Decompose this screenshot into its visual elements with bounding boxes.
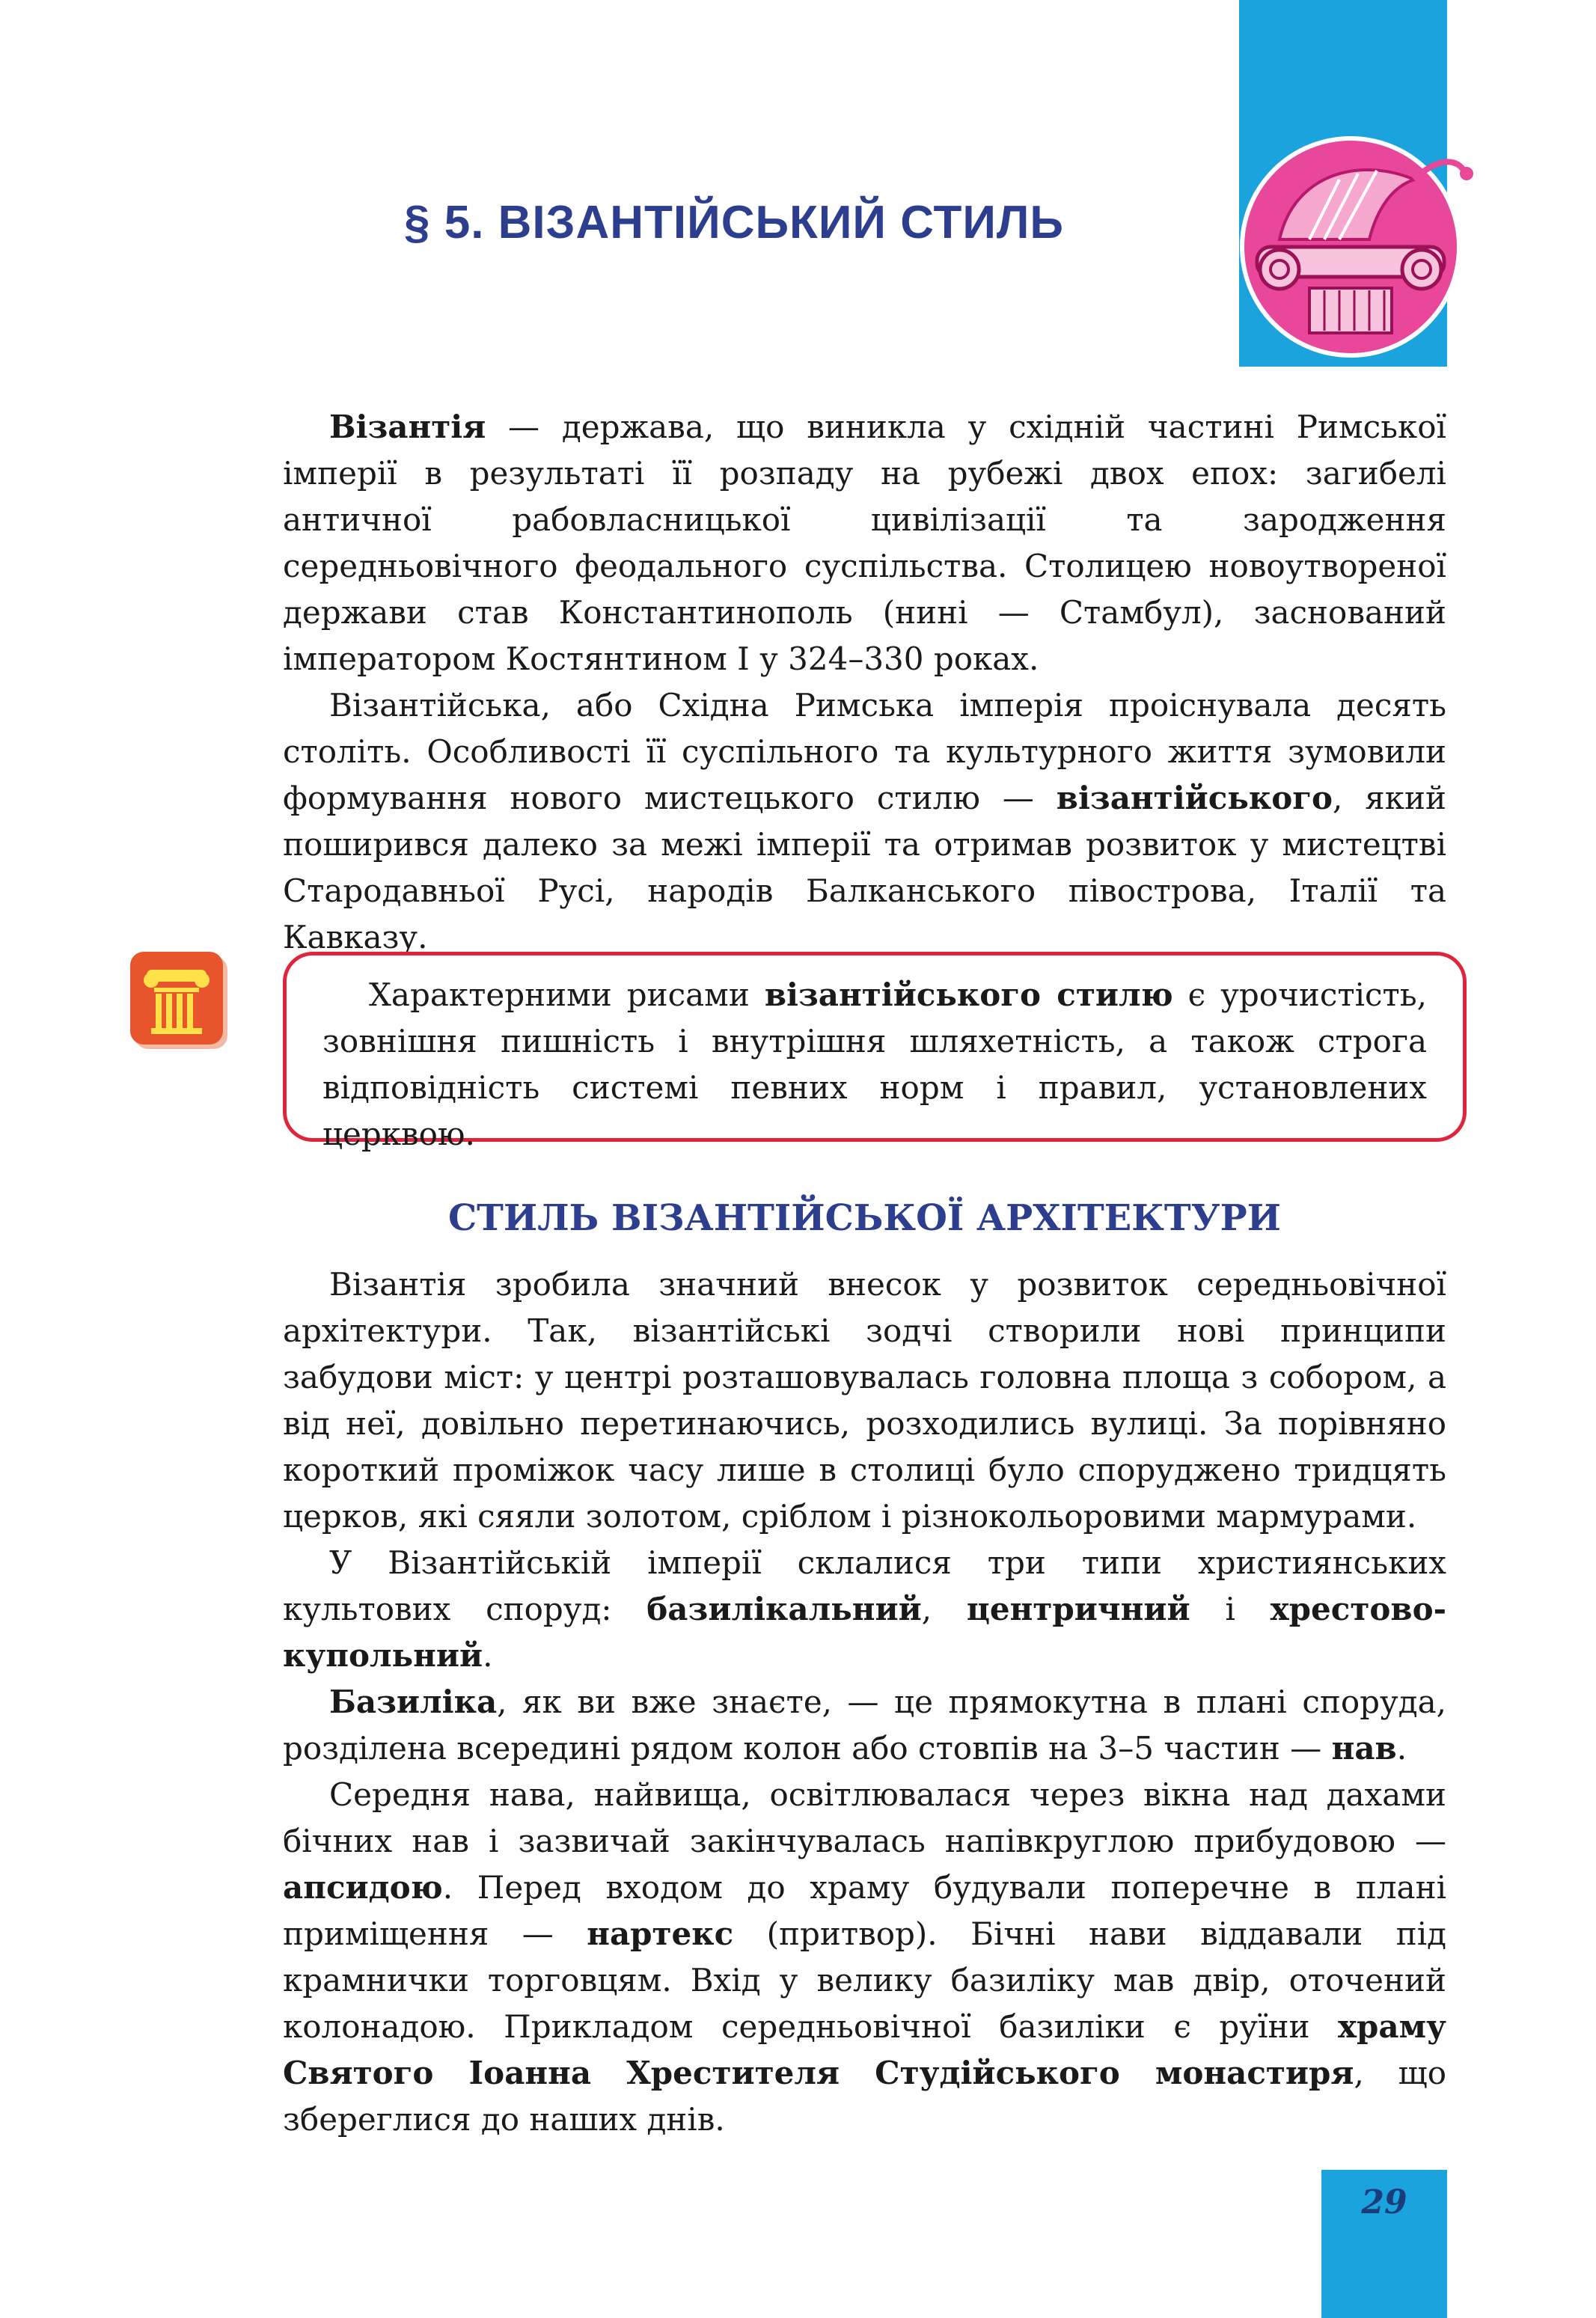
paragraph: Візантія зробила значний внесок у розвиток середньовічної архітектури. Так, візантійські зодчі створили нові принципи забудови міст: у центрі розташовувалась головна площа з собором, а від неї, довільно перетинаючись, розходились вулиці. За порівняно короткий проміжок часу лише в столиці було споруджено тридцять церков, які сяяли золотом, сріблом і різнокольоровими мармурами. (283, 1266, 1446, 1535)
definition-callout (283, 952, 1467, 1152)
page-title: § 5. ВІЗАНТІЙСЬКИЙ СТИЛЬ (404, 197, 1064, 248)
callout-text: Характерними рисами візантійського стилю є урочистість, зовнішня пишність і внутрішня шляхетність, а також строга відповідність системі певних норм і правил, установлених церквою. (322, 976, 1427, 1152)
paragraph: Візантійська, або Східна Римська імперія проіснувала десять століть. Особливості її суспільного та культурного життя зумовили формування нового мистецького стилю — візантійського, який поширився далеко за межі імперії та отримав розвиток у мистецтві Стародавньої Русі, народів Балканського півострова, Італії та Кавказу. (283, 687, 1447, 955)
lyre-on-ionic-capital-icon (1227, 127, 1474, 367)
architecture-text (283, 1262, 1446, 2143)
intro-text (283, 404, 1446, 961)
paragraph: Базиліка, як ви вже знаєте, — це прямокутна в плані споруда, розділена всередині рядом колон або стовпів на 3–5 частин — нав. (283, 1684, 1446, 1767)
paragraph: У Візантійській імперії склалися три типи християнських культових споруд: базилікальний, центричний і хрестово-купольний. (283, 1544, 1447, 1674)
paragraph: Середня нава, найвища, освітлювалася через вікна над дахами бічних нав і зазвичай закінчувалась напівкруглою прибудовою — апсидою. Перед входом до храму будували поперечне в плані приміщення — нартекс (притвор). Бічні нави віддавали під крамнички торговцям. Вхід у велику базиліку мав двір, оточений колонадою. Прикладом середньовічної базиліки є руїни храму Святого Іоанна Хрестителя Студійського монастиря, що збереглися до наших днів. (283, 1776, 1446, 2138)
ionic-column-icon (130, 952, 223, 1045)
section-heading: СТИЛЬ ВІЗАНТІЙСЬКОЇ АРХІТЕКТУРИ (447, 1197, 1282, 1239)
paragraph: Візантія — держава, що виникла у східній частині Римської імперії в результаті її розпаду на рубежі двох епох: загибелі античної рабовласницької цивілізації та зародження середньовічного феодального суспільства. Столицею новоутвореної держави став Константинополь (нині — Стамбул), заснований імператором Костянтином I у 324–330 роках. (283, 409, 1446, 677)
page-number: 29 (1361, 2183, 1407, 2221)
